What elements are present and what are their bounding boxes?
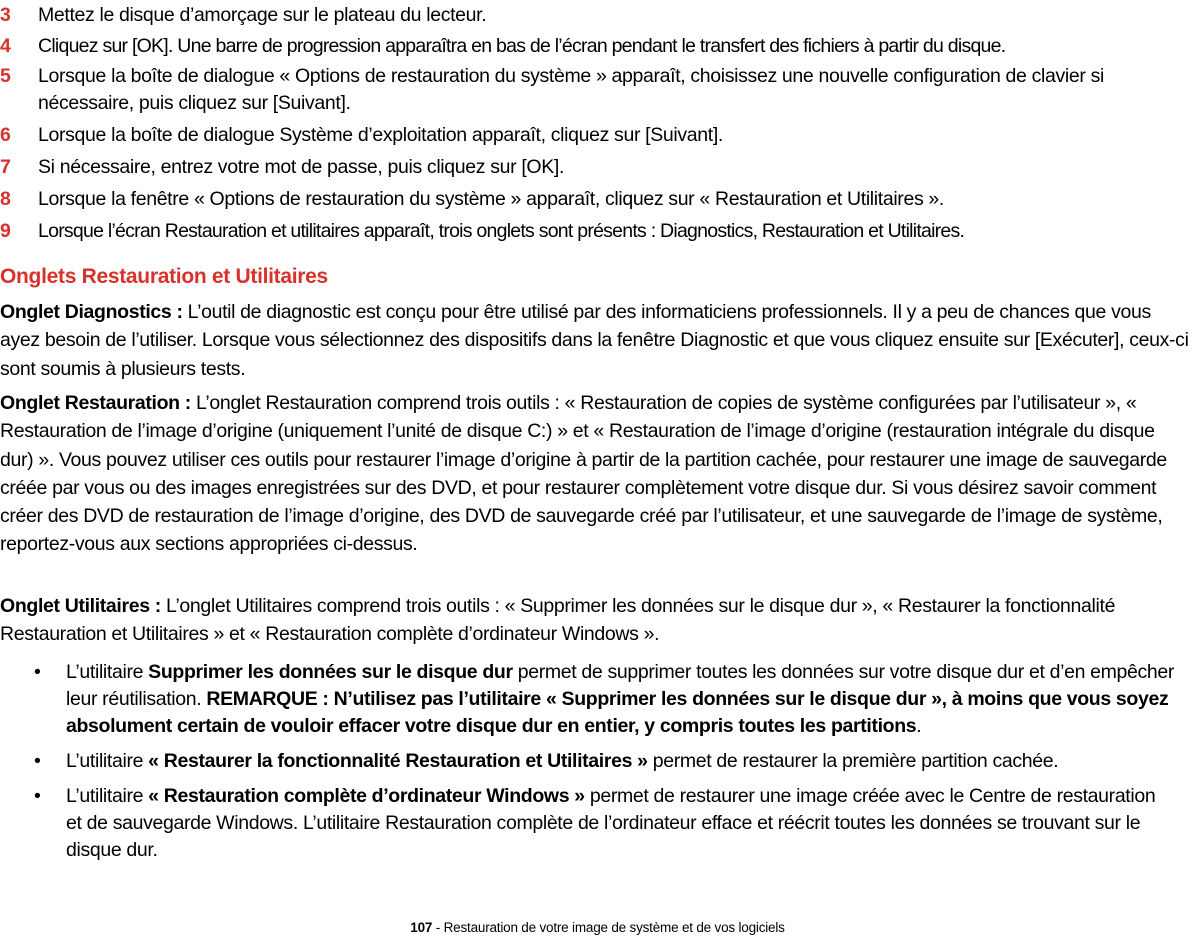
step-number: 3: [0, 4, 11, 26]
restauration-paragraph: [0, 389, 1192, 559]
bullet-text: L’utilitaire: [66, 750, 149, 772]
utilitaires-paragraph: [0, 592, 1192, 649]
bullet-item-restaurer: [0, 748, 1166, 775]
bullet-dot-icon: •: [34, 750, 41, 772]
step-5: [0, 63, 1195, 117]
bullet-text: .: [916, 715, 922, 737]
page-footer: [0, 919, 1195, 937]
page-number: 107: [410, 920, 433, 935]
bullet-text: permet de restaurer la première partition cachée.: [647, 750, 1059, 772]
step-text: Cliquez sur [OK]. Une barre de progression apparaîtra en bas de l’écran pendant le transfert des fichiers à partir du disque.: [38, 35, 1006, 57]
step-text: Lorsque la boîte de dialogue « Options de restauration du système » apparaît, choisissez une nouvelle configuration de clavier si nécessaire, puis cliquez sur [Suivant].: [38, 65, 1104, 114]
step-number: 9: [0, 220, 11, 242]
footer-title: - Restauration de votre image de système et de vos logiciels: [432, 920, 785, 935]
bullet-text: permet de restaurer une image créée avec le Centre de restauration et de sauvegarde Windows. L’utilitaire Restauration complète de l’ordinateur efface et réécrit toutes les données se trouvant sur le disque dur.: [66, 785, 1156, 861]
bullet-note: REMARQUE : N’utilisez pas l’utilitaire « Supprimer les données sur le disque dur », à moins que vous soyez absolument certain de vouloir effacer votre disque dur en entier, y compris toutes les partitions: [66, 688, 1169, 737]
diagnostics-label: Onglet Diagnostics :: [0, 301, 183, 323]
step-text: Lorsque la boîte de dialogue Système d’exploitation apparaît, cliquez sur [Suivant].: [38, 124, 723, 146]
step-number: 5: [0, 65, 11, 87]
bullet-dot-icon: •: [34, 661, 41, 683]
bullet-dot-icon: •: [34, 785, 41, 807]
bullet-bold-name: Supprimer les données sur le disque dur: [148, 661, 513, 683]
restauration-label: Onglet Restauration :: [0, 392, 191, 414]
utilities-bullet-list: [0, 659, 1195, 872]
step-4: [0, 33, 1195, 60]
step-number: 4: [0, 35, 11, 57]
step-9: [0, 218, 1195, 245]
bullet-item-supprimer: [0, 659, 1194, 740]
step-number: 8: [0, 188, 11, 210]
step-text: Si nécessaire, entrez votre mot de passe, puis cliquez sur [OK].: [38, 156, 565, 178]
step-text: Mettez le disque d’amorçage sur le plateau du lecteur.: [38, 4, 487, 26]
step-6: [0, 122, 1195, 149]
step-3: [0, 2, 1195, 29]
step-text: Lorsque l’écran Restauration et utilitaires apparaît, trois onglets sont présents : Diagnostics, Restauration et Utilitaires.: [38, 220, 965, 242]
section-title: Onglets Restauration et Utilitaires: [0, 265, 328, 288]
bullet-text: permet de supprimer toutes les données sur votre disque dur et d’en empêcher leur réutilisation.: [66, 661, 1175, 710]
restauration-text: L’onglet Restauration comprend trois outils : « Restauration de copies de système configurées par l’utilisateur », « Restauration de l’image d’origine (uniquement l’unité de disque C:) » et « Restauration de l’image d’origine (restauration intégrale du disque dur) ». Vous pouvez utiliser ces outils pour restaurer l’image d’origine à partir de la partition cachée, pour restaurer une image de sauvegarde créée par vous ou des images enregistrées sur des DVD, et pour restaurer complètement votre disque dur. Si vous désirez savoir comment créer des DVD de restauration de l’image d’origine, des DVD de sauvegarde créé par l’utilisateur, et une sauvegarde de l’image de système, reportez-vous aux sections appropriées ci-dessus.: [0, 392, 1167, 556]
bullet-bold-name: « Restaurer la fonctionnalité Restauration et Utilitaires »: [148, 750, 648, 772]
diagnostics-paragraph: [0, 298, 1192, 383]
step-number: 6: [0, 124, 11, 146]
bullet-item-restauration-complete: [0, 783, 1156, 864]
bullet-text: L’utilitaire: [66, 785, 149, 807]
bullet-text: L’utilitaire: [66, 661, 149, 683]
bullet-bold-name: « Restauration complète d’ordinateur Windows »: [148, 785, 585, 807]
utilitaires-label: Onglet Utilitaires :: [0, 595, 161, 617]
diagnostics-text: L’outil de diagnostic est conçu pour être utilisé par des informaticiens professionnels. Il y a peu de chances que vous ayez besoin de l’utiliser. Lorsque vous sélectionnez des dispositifs dans la fenêtre Diagnostic et que vous cliquez ensuite sur [Exécuter], ceux-ci sont soumis à plusieurs tests.: [0, 301, 1189, 380]
utilitaires-text: L’onglet Utilitaires comprend trois outils : « Supprimer les données sur le disque dur », « Restaurer la fonctionnalité Restauration et Utilitaires » et « Restauration complète d’ordinateur Windows ».: [0, 595, 1116, 646]
step-number: 7: [0, 156, 11, 178]
step-8: [0, 186, 1195, 213]
step-text: Lorsque la fenêtre « Options de restauration du système » apparaît, cliquez sur « Restauration et Utilitaires ».: [38, 188, 944, 210]
step-7: [0, 154, 1195, 181]
